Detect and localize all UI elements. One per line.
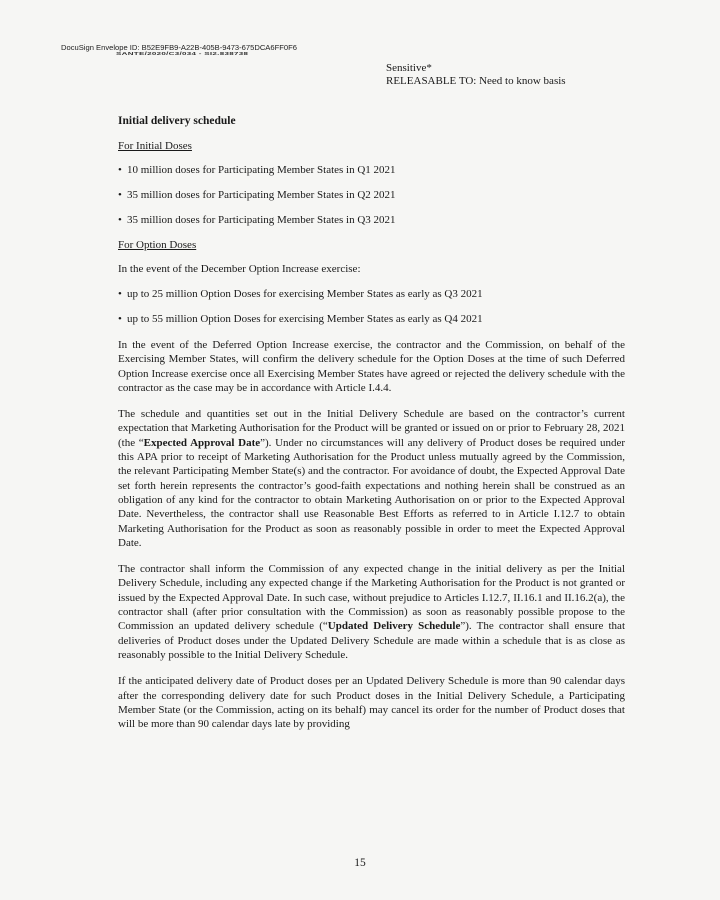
- bullet-icon: •: [118, 164, 122, 176]
- docusign-envelope-id: DocuSign Envelope ID: B52E9FB9-A22B-405B-9473-675DCA6FF0F6: [61, 43, 297, 52]
- page-number: 15: [354, 857, 366, 869]
- defined-term: Updated Delivery Schedule: [327, 620, 461, 633]
- deferred-option-paragraph: In the event of the Deferred Option Increase exercise, the contractor and the Commission, on behalf of the Exercising Member States, will confirm the delivery schedule for the Option Doses at the time of such Deferred Option Increase exercise once all Exercising Member States have agreed or rejected the delivery schedule with the contractor as the case may be in accordance with Article I.4.4.: [118, 339, 625, 394]
- bullet-icon: •: [118, 214, 122, 226]
- list-item: • 10 million doses for Participating Member States in Q1 2021: [118, 164, 396, 176]
- list-item: • up to 25 million Option Doses for exercising Member States as early as Q3 2021: [118, 288, 483, 300]
- releasable-to-label: RELEASABLE TO: Need to know basis: [386, 75, 566, 87]
- bullet-icon: •: [118, 288, 122, 300]
- list-item: • 35 million doses for Participating Member States in Q2 2021: [118, 189, 396, 201]
- cancellation-paragraph: If the anticipated delivery date of Product doses per an Updated Delivery Schedule is more than 90 calendar days after the corresponding delivery date for such Product doses in the Initial Delivery Schedule, a Participating Member State (or the Commission, acting on its behalf) may cancel its order for the number of Product doses that will be more than 90 calendar days late by providing: [118, 675, 625, 731]
- initial-doses-heading: For Initial Doses: [118, 140, 192, 152]
- sensitivity-marking: [386, 62, 566, 88]
- expected-approval-paragraph: The schedule and quantities set out in the Initial Delivery Schedule are based on the contractor’s current expectation that Marketing Authorisation for the Product will be granted or issued on or prior to February 28, 2021 (the “Expected Approval Date”). Under no circumstances will any delivery of Product doses be required under this APA prior to receipt of Marketing Authorisation for the Product unless mutually agreed by the Commission, the relevant Participating Member State(s) and the contractor. For avoidance of doubt, the Expected Approval Date set forth herein represents the contractor’s good-faith expectations and nothing herein shall be construed as an obligation of any kind for the contractor to obtain Marketing Authorisation on or prior to the Expected Approval Date. Nevertheless, the contractor shall use Reasonable Best Efforts as referred to in Article I.12.7 to obtain Marketing Authorisation for the Product as soon as reasonably possible in order to meet the Expected Approval Date.: [118, 408, 626, 549]
- list-item: • up to 55 million Option Doses for exercising Member States as early as Q4 2021: [118, 313, 483, 325]
- list-item: • 35 million doses for Participating Member States in Q3 2021: [118, 214, 396, 226]
- section-title: Initial delivery schedule: [118, 115, 236, 127]
- sensitivity-label: Sensitive*: [386, 62, 432, 74]
- updated-schedule-paragraph: The contractor shall inform the Commission of any expected change in the initial delivery as per the Initial Delivery Schedule, including any expected change if the Marketing Authorisation for the Product is not granted or issued by the Expected Approval Date. In such case, without prejudice to Articles I.12.7, II.16.1 and II.16.2(a), the contractor shall (after prior consultation with the Commission) as soon as reasonably possible propose to the Commission an updated delivery schedule (“Updated Delivery Schedule”). The contractor shall ensure that deliveries of Product doses under the Updated Delivery Schedule are made within a schedule that is as close as reasonably possible to the Initial Delivery Schedule.: [118, 563, 625, 661]
- bullet-icon: •: [118, 189, 122, 201]
- document-reference: SANTE/2020/C3/034 - SI2.838738: [116, 51, 249, 56]
- document-body: [118, 115, 625, 743]
- defined-term: Expected Approval Date: [143, 436, 261, 449]
- bullet-icon: •: [118, 313, 122, 325]
- option-doses-intro: In the event of the December Option Increase exercise:: [118, 263, 361, 275]
- option-doses-heading: For Option Doses: [118, 239, 197, 251]
